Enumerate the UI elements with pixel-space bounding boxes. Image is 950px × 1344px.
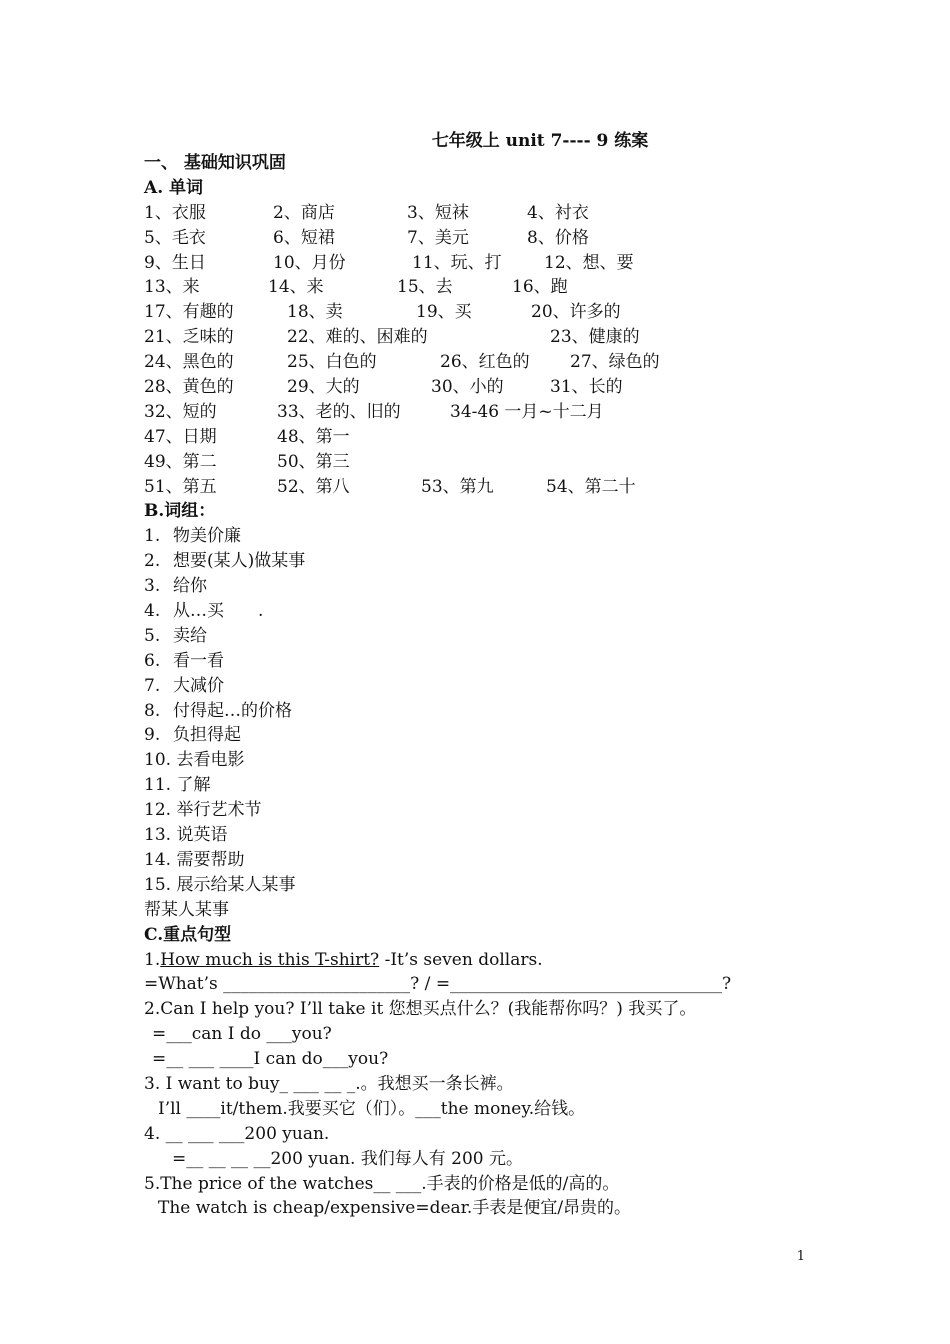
section-heading: 一、 基础知识巩固 [144,153,286,173]
vocab-item: 1、衣服 [144,202,206,223]
vocab-item: 30、小的 [431,377,504,398]
vocab-item: 14、来 [268,277,324,298]
vocab-item: 52、第八 [277,476,350,497]
phrase-item [144,873,824,898]
phrase-number: 4. [144,601,161,622]
vocab-row [144,475,824,500]
sentence-answer: -It’s seven dollars. [379,949,543,970]
vocab-item: 48、第一 [277,426,350,447]
vocab-item: 33、老的、旧的 [277,401,401,422]
sentence-5-note: The watch is cheap/expensive=dear.手表是便宜/昂贵的。 [158,1198,632,1219]
vocab-row [144,375,824,400]
vocab-item: 16、跑 [512,277,568,298]
phrase-item [144,574,824,599]
vocab-item: 10、月份 [273,252,346,273]
phrase-number: 12. [144,800,172,821]
vocab-row [144,226,824,251]
phrase-text: 去看电影 [176,750,245,771]
phrase-number: 8. [144,700,161,721]
phrase-number: 3. [144,576,161,597]
phrase-item [144,723,824,748]
phrase-text: 了解 [176,775,211,796]
sentence-question: How much is this T-shirt? [160,949,380,970]
phrase-number: 2. [144,551,161,572]
page-number: 1 [796,1249,805,1264]
vocab-item: 53、第九 [421,476,494,497]
phrase-text: 看一看 [173,650,224,671]
phrase-text: 举行艺术节 [176,800,262,821]
phrase-number: 11. [144,775,172,796]
vocab-item: 4、衬衣 [527,202,589,223]
sentence-1-blank: =What’s ______________________? / =________________________________? [144,974,732,995]
phrase-extra: 帮某人某事 [144,899,229,920]
sentence-number: 1. [144,949,161,970]
vocab-item: 6、短裙 [273,227,335,248]
vocab-item: 47、日期 [144,426,217,447]
phrase-number: 5. [144,625,161,646]
phrase-item [144,748,824,773]
phrase-item [144,624,824,649]
phrase-number: 15. [144,874,172,895]
vocab-item: 20、许多的 [531,302,621,323]
vocab-row [144,275,824,300]
phrase-text: 卖给 [173,625,207,646]
vocab-item: 34-46 一月~十二月 [450,401,604,422]
vocab-item: 25、白色的 [287,352,377,373]
phrase-number: 1. [144,526,161,547]
sentence-1 [144,948,824,973]
vocab-row [144,450,824,475]
phrase-text: 大减价 [173,675,224,696]
vocab-item: 21、乏味的 [144,327,234,348]
vocab-row [144,425,824,450]
phrase-item [144,823,824,848]
phrase-item [144,549,824,574]
page-title: 七年级上 unit 7---- 9 练案 [431,131,649,151]
vocab-row [144,300,824,325]
phrase-number: 7. [144,675,161,696]
sentence-3-blank: I’ll ____it/them.我要买它（们）。___the money.给钱。 [158,1098,586,1119]
vocab-item: 22、难的、困难的 [287,327,428,348]
sentence-4-blank: =__ __ __ __200 yuan. 我们每人有 200 元。 [172,1148,524,1169]
vocab-item: 9、生日 [144,252,206,273]
vocab-item: 15、去 [397,277,453,298]
vocab-item: 5、毛衣 [144,227,206,248]
phrase-text: 说英语 [176,825,228,846]
phrase-text: 物美价廉 [173,526,241,547]
vocab-item: 11、玩、打 [412,252,502,273]
vocab-item: 19、买 [416,302,472,323]
vocab-item: 13、来 [144,277,200,298]
vocab-row [144,201,824,226]
vocab-item: 27、绿色的 [570,352,660,373]
sentence-2-blank-a: =___can I do ___you? [152,1024,332,1045]
vocab-item: 17、有趣的 [144,302,234,323]
vocab-row [144,350,824,375]
phrase-item [144,773,824,798]
phrase-text: 给你 [173,576,207,597]
phrase-item [144,649,824,674]
phrase-text: 想要(某人)做某事 [173,551,306,572]
vocab-item: 24、黑色的 [144,352,234,373]
phrase-text: 展示给某人某事 [176,874,296,895]
phrase-number: 10. [144,750,172,771]
vocab-item: 8、价格 [527,227,589,248]
phrase-item [144,674,824,699]
phrase-number: 13. [144,825,172,846]
phrase-number: 14. [144,849,172,870]
sentence-5: 5.The price of the watches__ ___.手表的价格是低的/高的。 [144,1173,620,1194]
vocab-item: 29、大的 [287,377,360,398]
phrase-text: 付得起…的价格 [173,700,292,721]
part-c-heading: C.重点句型 [144,924,232,945]
vocab-item: 18、卖 [287,302,343,323]
document-content [144,151,824,1221]
phrase-item [144,524,824,549]
phrase-number: 9. [144,725,161,746]
phrase-item [144,848,824,873]
sentence-2-blank-b: =__ ___ ____I can do___you? [152,1049,389,1070]
phrase-number: 6. [144,650,161,671]
phrase-item [144,798,824,823]
vocab-item: 7、美元 [407,227,469,248]
vocab-row [144,325,824,350]
sentence-3: 3. I want to buy_ ___ __ _.。我想买一条长裤。 [144,1073,514,1094]
vocab-item: 2、商店 [273,202,335,223]
phrase-item [144,599,824,624]
part-a-heading: A. 单词 [144,177,204,198]
vocab-item: 23、健康的 [550,327,640,348]
vocab-item: 54、第二十 [546,476,636,497]
sentence-2: 2.Can I help you? I’ll take it 您想买点什么？(我能帮你吗？) 我买了。 [144,999,697,1020]
vocab-item: 50、第三 [277,451,350,472]
phrase-text: 需要帮助 [176,849,245,870]
vocab-item: 26、红色的 [440,352,530,373]
sentence-4: 4. __ ___ ___200 yuan. [144,1123,330,1144]
vocab-item: 49、第二 [144,451,217,472]
vocab-row [144,400,824,425]
vocab-item: 51、第五 [144,476,217,497]
vocab-item: 3、短袜 [407,202,469,223]
vocab-item: 31、长的 [550,377,623,398]
vocab-item: 32、短的 [144,401,217,422]
phrase-text: 负担得起 [173,725,241,746]
part-b-heading: B.词组： [144,501,216,522]
phrase-text: 从…买 . [173,601,264,622]
vocab-item: 12、想、要 [544,252,634,273]
vocab-item: 28、黄色的 [144,377,234,398]
phrase-item [144,699,824,724]
vocab-row [144,251,824,276]
